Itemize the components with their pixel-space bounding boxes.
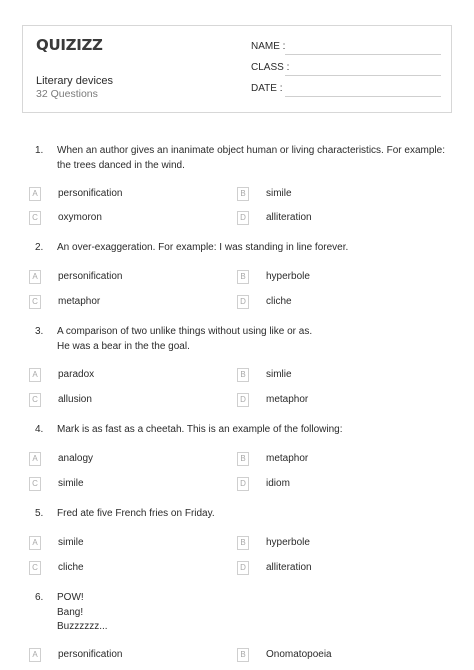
question-line: POW! [57, 592, 84, 603]
question-number: 3. [35, 326, 44, 337]
option-letter-box[interactable]: C [29, 477, 41, 491]
option-text[interactable]: hyperbole [266, 537, 310, 548]
option-text[interactable]: personification [58, 271, 123, 282]
option-letter-box[interactable]: C [29, 295, 41, 309]
option-text[interactable]: alliteration [266, 212, 312, 223]
option-letter-box[interactable]: B [237, 368, 249, 382]
option-letter-box[interactable]: D [237, 211, 249, 225]
option-letter-box[interactable]: A [29, 368, 41, 382]
option-letter-box[interactable]: A [29, 187, 41, 201]
option-text[interactable]: allusion [58, 394, 92, 405]
question-line: Buzzzzzz... [57, 621, 108, 632]
quizizz-logo: QUIZIZZ [36, 36, 103, 54]
option-letter-box[interactable]: B [237, 536, 249, 550]
option-letter-box[interactable]: D [237, 295, 249, 309]
question-line: A comparison of two unlike things without using like or as. [57, 326, 313, 337]
question-line: Mark is as fast as a cheetah. This is an example of the following: [57, 424, 343, 435]
option-text[interactable]: simlie [266, 369, 292, 380]
question-count: 32 Questions [36, 88, 98, 100]
name-field[interactable] [251, 41, 441, 55]
option-letter-box[interactable]: C [29, 393, 41, 407]
option-text[interactable]: paradox [58, 369, 95, 380]
option-letter-box[interactable]: A [29, 648, 41, 662]
option-text[interactable]: oxymoron [58, 212, 102, 223]
option-letter-box[interactable]: B [237, 187, 249, 201]
question-text [57, 591, 449, 635]
option-text[interactable]: cliche [266, 296, 292, 307]
option-text[interactable]: Onomatopoeia [266, 649, 332, 660]
question-text [57, 144, 449, 173]
option-letter-box[interactable]: D [237, 477, 249, 491]
option-letter-box[interactable]: B [237, 648, 249, 662]
option-letter-box[interactable]: D [237, 561, 249, 575]
option-text[interactable]: simile [58, 537, 84, 548]
option-letter-box[interactable]: A [29, 270, 41, 284]
question-number: 6. [35, 592, 44, 603]
question-line: the trees danced in the wind. [57, 159, 185, 171]
question-text [57, 325, 449, 354]
date-line[interactable] [285, 96, 441, 97]
option-text[interactable]: personification [58, 188, 123, 199]
question-line: He was a bear in the the goal. [57, 340, 190, 352]
option-text[interactable]: analogy [58, 453, 94, 464]
option-letter-box[interactable]: C [29, 561, 41, 575]
question-number: 5. [35, 508, 44, 519]
option-letter-box[interactable]: B [237, 452, 249, 466]
name-label: NAME : [251, 41, 286, 52]
option-letter-box[interactable]: C [29, 211, 41, 225]
question-number: 4. [35, 424, 44, 435]
option-text[interactable]: simile [266, 188, 292, 199]
name-line[interactable] [285, 54, 441, 55]
option-text[interactable]: metaphor [266, 394, 309, 405]
option-text[interactable]: metaphor [266, 453, 309, 464]
question-text [57, 507, 449, 522]
question-text [57, 241, 449, 256]
question-line: Fred ate five French fries on Friday. [57, 508, 215, 519]
option-letter-box[interactable]: D [237, 393, 249, 407]
class-line[interactable] [285, 75, 441, 76]
worksheet-header [22, 25, 452, 113]
option-text[interactable]: cliche [58, 562, 84, 573]
question-text [57, 423, 449, 438]
question-line: When an author gives an inanimate object human or living characteristics. For example: [57, 145, 445, 156]
class-label: CLASS : [251, 62, 290, 73]
option-text[interactable]: personification [58, 649, 123, 660]
option-text[interactable]: simile [58, 478, 84, 489]
option-text[interactable]: alliteration [266, 562, 312, 573]
class-field[interactable] [251, 62, 441, 76]
option-letter-box[interactable]: B [237, 270, 249, 284]
option-text[interactable]: metaphor [58, 296, 101, 307]
option-text[interactable]: idiom [266, 478, 290, 489]
question-line: An over-exaggeration. For example: I was standing in line forever. [57, 242, 349, 253]
date-field[interactable] [251, 83, 441, 97]
question-number: 2. [35, 242, 44, 253]
date-label: DATE : [251, 83, 283, 94]
question-number: 1. [35, 145, 44, 156]
question-line: Bang! [57, 606, 84, 618]
option-text[interactable]: hyperbole [266, 271, 310, 282]
option-letter-box[interactable]: A [29, 452, 41, 466]
worksheet-title: Literary devices [36, 75, 114, 87]
option-letter-box[interactable]: A [29, 536, 41, 550]
